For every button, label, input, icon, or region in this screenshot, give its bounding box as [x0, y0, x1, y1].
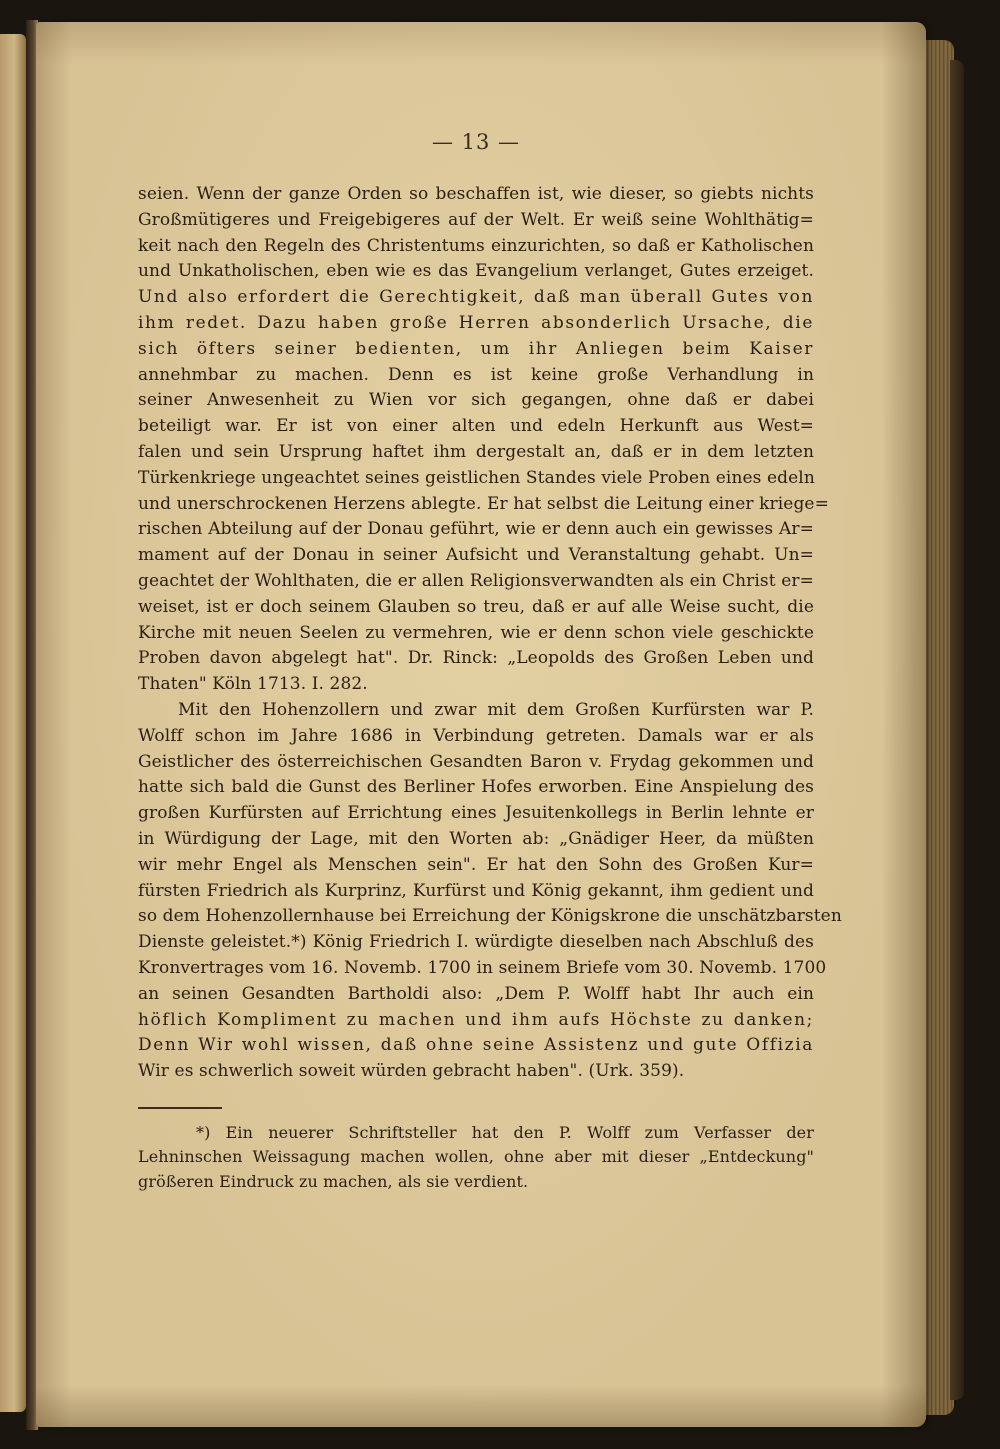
body-line: Mit den Hohenzollern und zwar mit dem Großen Kurfürsten war P.	[178, 699, 814, 720]
body-line: Dienste geleistet.*) König Friedrich I. würdigte dieselben nach Abschluß des	[138, 932, 814, 953]
body-line: annehmbar zu machen. Denn es ist keine große Verhandlung in	[138, 364, 814, 385]
footnote-line: größeren Eindruck zu machen, als sie verdient.	[138, 1171, 529, 1191]
footnote-divider	[138, 1107, 222, 1109]
body-line: keit nach den Regeln des Christentums einzurichten, so daß er Katholischen	[138, 235, 814, 256]
body-line: fürsten Friedrich als Kurprinz, Kurfürst und König gekannt, ihm gedient und	[138, 880, 814, 901]
footnote-line: Lehninschen Weissagung machen wollen, ohne aber mit dieser „Entdeckung"	[138, 1147, 814, 1167]
body-line: hatte sich bald die Gunst des Berliner Hofes erworben. Eine Anspielung des	[138, 777, 814, 798]
body-line: an seinen Gesandten Bartholdi also: „Dem P. Wolff habt Ihr auch ein	[138, 983, 814, 1004]
page-text	[138, 130, 842, 1194]
page-number: — 13 —	[431, 130, 521, 154]
body-line: Thaten" Köln 1713. I. 282.	[138, 674, 368, 695]
body-line: großen Kurfürsten auf Errichtung eines Jesuitenkollegs in Berlin lehnte er	[138, 803, 814, 824]
body-line: Kronvertrages vom 16. Novemb. 1700 in seinem Briefe vom 30. Novemb. 1700	[138, 957, 827, 978]
body-line: weiset, ist er doch seinem Glauben so treu, daß er auf alle Weise sucht, die	[138, 596, 814, 617]
body-line: ihm redet. Dazu haben große Herren absonderlich Ursache, die	[138, 312, 814, 333]
body-line: Denn Wir wohl wissen, daß ohne seine Assistenz und gute Offizia	[138, 1035, 814, 1056]
body-text	[138, 182, 842, 1085]
footnote-line: *) Ein neuerer Schriftsteller hat den P. Wolff zum Verfasser der	[196, 1122, 814, 1142]
body-line: mament auf der Donau in seiner Aufsicht und Veranstaltung gehabt. Un=	[138, 545, 814, 566]
body-line: wir mehr Engel als Menschen sein". Er hat den Sohn des Großen Kur=	[138, 854, 814, 875]
body-line: und Unkatholischen, eben wie es das Evangelium verlanget, Gutes erzeiget.	[138, 261, 814, 282]
body-line: geachtet der Wohlthaten, die er allen Religionsverwandten als ein Christ er=	[138, 570, 814, 591]
body-line: seien. Wenn der ganze Orden so beschaffen ist, wie dieser, so giebts nichts	[138, 184, 814, 204]
body-line: sich öfters seiner bedienten, um ihr Anliegen beim Kaiser	[138, 338, 814, 359]
body-line: beteiligt war. Er ist von einer alten und edeln Herkunft aus West=	[138, 416, 814, 437]
body-line: seiner Anwesenheit zu Wien vor sich gegangen, ohne daß er dabei	[138, 390, 814, 411]
body-line: Proben davon abgelegt hat". Dr. Rinck: „Leopolds des Großen Leben und	[138, 648, 814, 669]
body-line: und unerschrockenen Herzens ablegte. Er hat selbst die Leitung einer kriege=	[138, 493, 829, 514]
body-line: Wolff schon im Jahre 1686 in Verbindung getreten. Damals war er als	[138, 725, 814, 746]
body-line: so dem Hohenzollernhause bei Erreichung der Königskrone die unschätzbarsten	[138, 906, 842, 927]
body-line: Geistlicher des österreichischen Gesandten Baron v. Frydag gekommen und	[138, 751, 814, 772]
footnote	[138, 1121, 814, 1195]
body-line: rischen Abteilung auf der Donau geführt, wie er denn auch ein gewisses Ar=	[138, 519, 814, 540]
left-page-edge	[0, 34, 26, 1412]
body-line: Kirche mit neuen Seelen zu vermehren, wie er denn schon viele geschickte	[138, 622, 814, 643]
body-line: falen und sein Ursprung haftet ihm dergestalt an, daß er in dem letzten	[138, 441, 814, 462]
body-line: Türkenkriege ungeachtet seines geistlichen Standes viele Proben eines edeln	[138, 467, 815, 488]
body-line: Und also erfordert die Gerechtigkeit, daß man überall Gutes von	[138, 287, 814, 308]
body-line: Großmütigeres und Freigebigeres auf der Welt. Er weiß seine Wohlthätig=	[138, 209, 814, 230]
body-line: höflich Kompliment zu machen und ihm aufs Höchste zu danken;	[138, 1009, 814, 1030]
book-cover-edge	[950, 60, 964, 1400]
body-line: in Würdigung der Lage, mit den Worten ab: „Gnädiger Heer, da müßten	[138, 828, 814, 849]
body-line: Wir es schwerlich soweit würden gebracht haben". (Urk. 359).	[138, 1061, 685, 1082]
